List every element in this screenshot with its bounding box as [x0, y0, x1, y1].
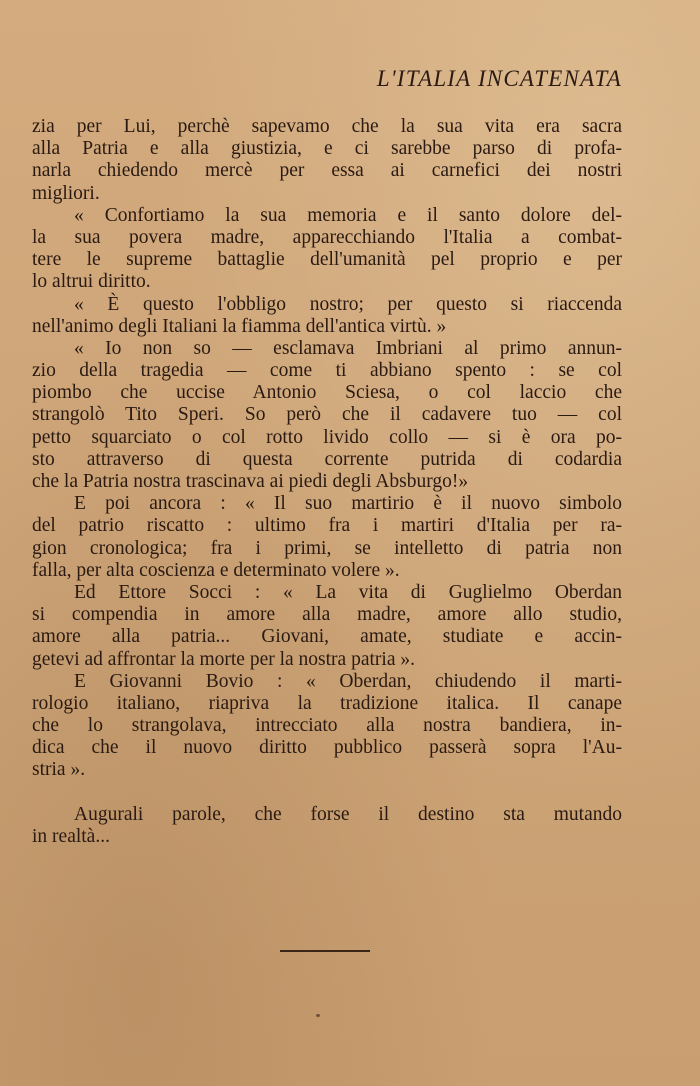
text-line: piombo che uccise Antonio Sciesa, o col laccio che: [32, 382, 622, 404]
text-line: Augurali parole, che forse il destino sta mutando: [74, 803, 622, 825]
text-line: E poi ancora : « Il suo martirio è il nuovo simbolo: [74, 493, 622, 515]
text-line: lo altrui diritto.: [32, 271, 151, 293]
text-line: falla, per alta coscienza e determinato volere ».: [32, 559, 400, 581]
text-line: « Io non so — esclamava Imbriani al primo annun-: [74, 337, 622, 359]
text-line: stria ».: [32, 759, 86, 781]
text-line: Ed Ettore Socci : « La vita di Guglielmo Oberdan: [74, 581, 622, 603]
text-line: del patrio riscatto : ultimo fra i martiri d'Italia per ra-: [32, 515, 622, 537]
text-line: migliori.: [32, 182, 100, 204]
end-rule: [280, 950, 370, 952]
text-line: « È questo l'obbligo nostro; per questo si riaccenda: [74, 293, 622, 315]
text-line: rologio italiano, riapriva la tradizione italica. Il canape: [32, 692, 622, 714]
text-line: strangolò Tito Speri. So però che il cadavere tuo — col: [32, 404, 622, 426]
text-line: « Confortiamo la sua memoria e il santo dolore del-: [74, 204, 622, 226]
text-line: petto squarciato o col rotto livido collo — si è ora po-: [32, 426, 622, 448]
text-line: la sua povera madre, apparecchiando l'Italia a combat-: [32, 226, 622, 248]
text-line: tere le supreme battaglie dell'umanità pel proprio e per: [32, 249, 622, 271]
text-line: zio della tragedia — come ti abbiano spento : se col: [32, 360, 622, 382]
text-line: in realtà...: [32, 826, 110, 847]
text-line: getevi ad affrontar la morte per la nostra patria ».: [32, 648, 415, 670]
text-line: alla Patria e alla giustizia, e ci sarebbe parso di profa-: [32, 138, 622, 160]
text-line: dica che il nuovo diritto pubblico passerà sopra l'Au-: [32, 737, 622, 759]
text-line: E Giovanni Bovio : « Oberdan, chiudendo il marti-: [74, 670, 622, 692]
text-line: zia per Lui, perchè sapevamo che la sua vita era sacra: [32, 116, 622, 137]
ink-spot: [316, 1014, 320, 1017]
text-line: che la Patria nostra trascinava ai piedi degli Absburgo!»: [32, 471, 469, 492]
text-line: gion cronologica; fra i primi, se intelletto di patria non: [32, 537, 622, 559]
text-line: che lo strangolava, intrecciato alla nostra bandiera, in-: [32, 715, 622, 737]
text-line: sto attraverso di questa corrente putrida di codardia: [32, 448, 622, 470]
text-line: amore alla patria... Giovani, amate, studiate e accin-: [32, 626, 622, 648]
running-header: L'ITALIA INCATENATA: [376, 66, 622, 91]
text-line: narla chiedendo mercè per essa ai carnefici dei nostri: [32, 160, 622, 182]
text-line: si compendia in amore alla madre, amore allo studio,: [32, 604, 622, 626]
paragraph-gap: [32, 782, 622, 804]
text-line: nell'animo degli Italiani la fiamma dell'antica virtù. »: [32, 315, 447, 337]
body-text: [32, 116, 622, 848]
